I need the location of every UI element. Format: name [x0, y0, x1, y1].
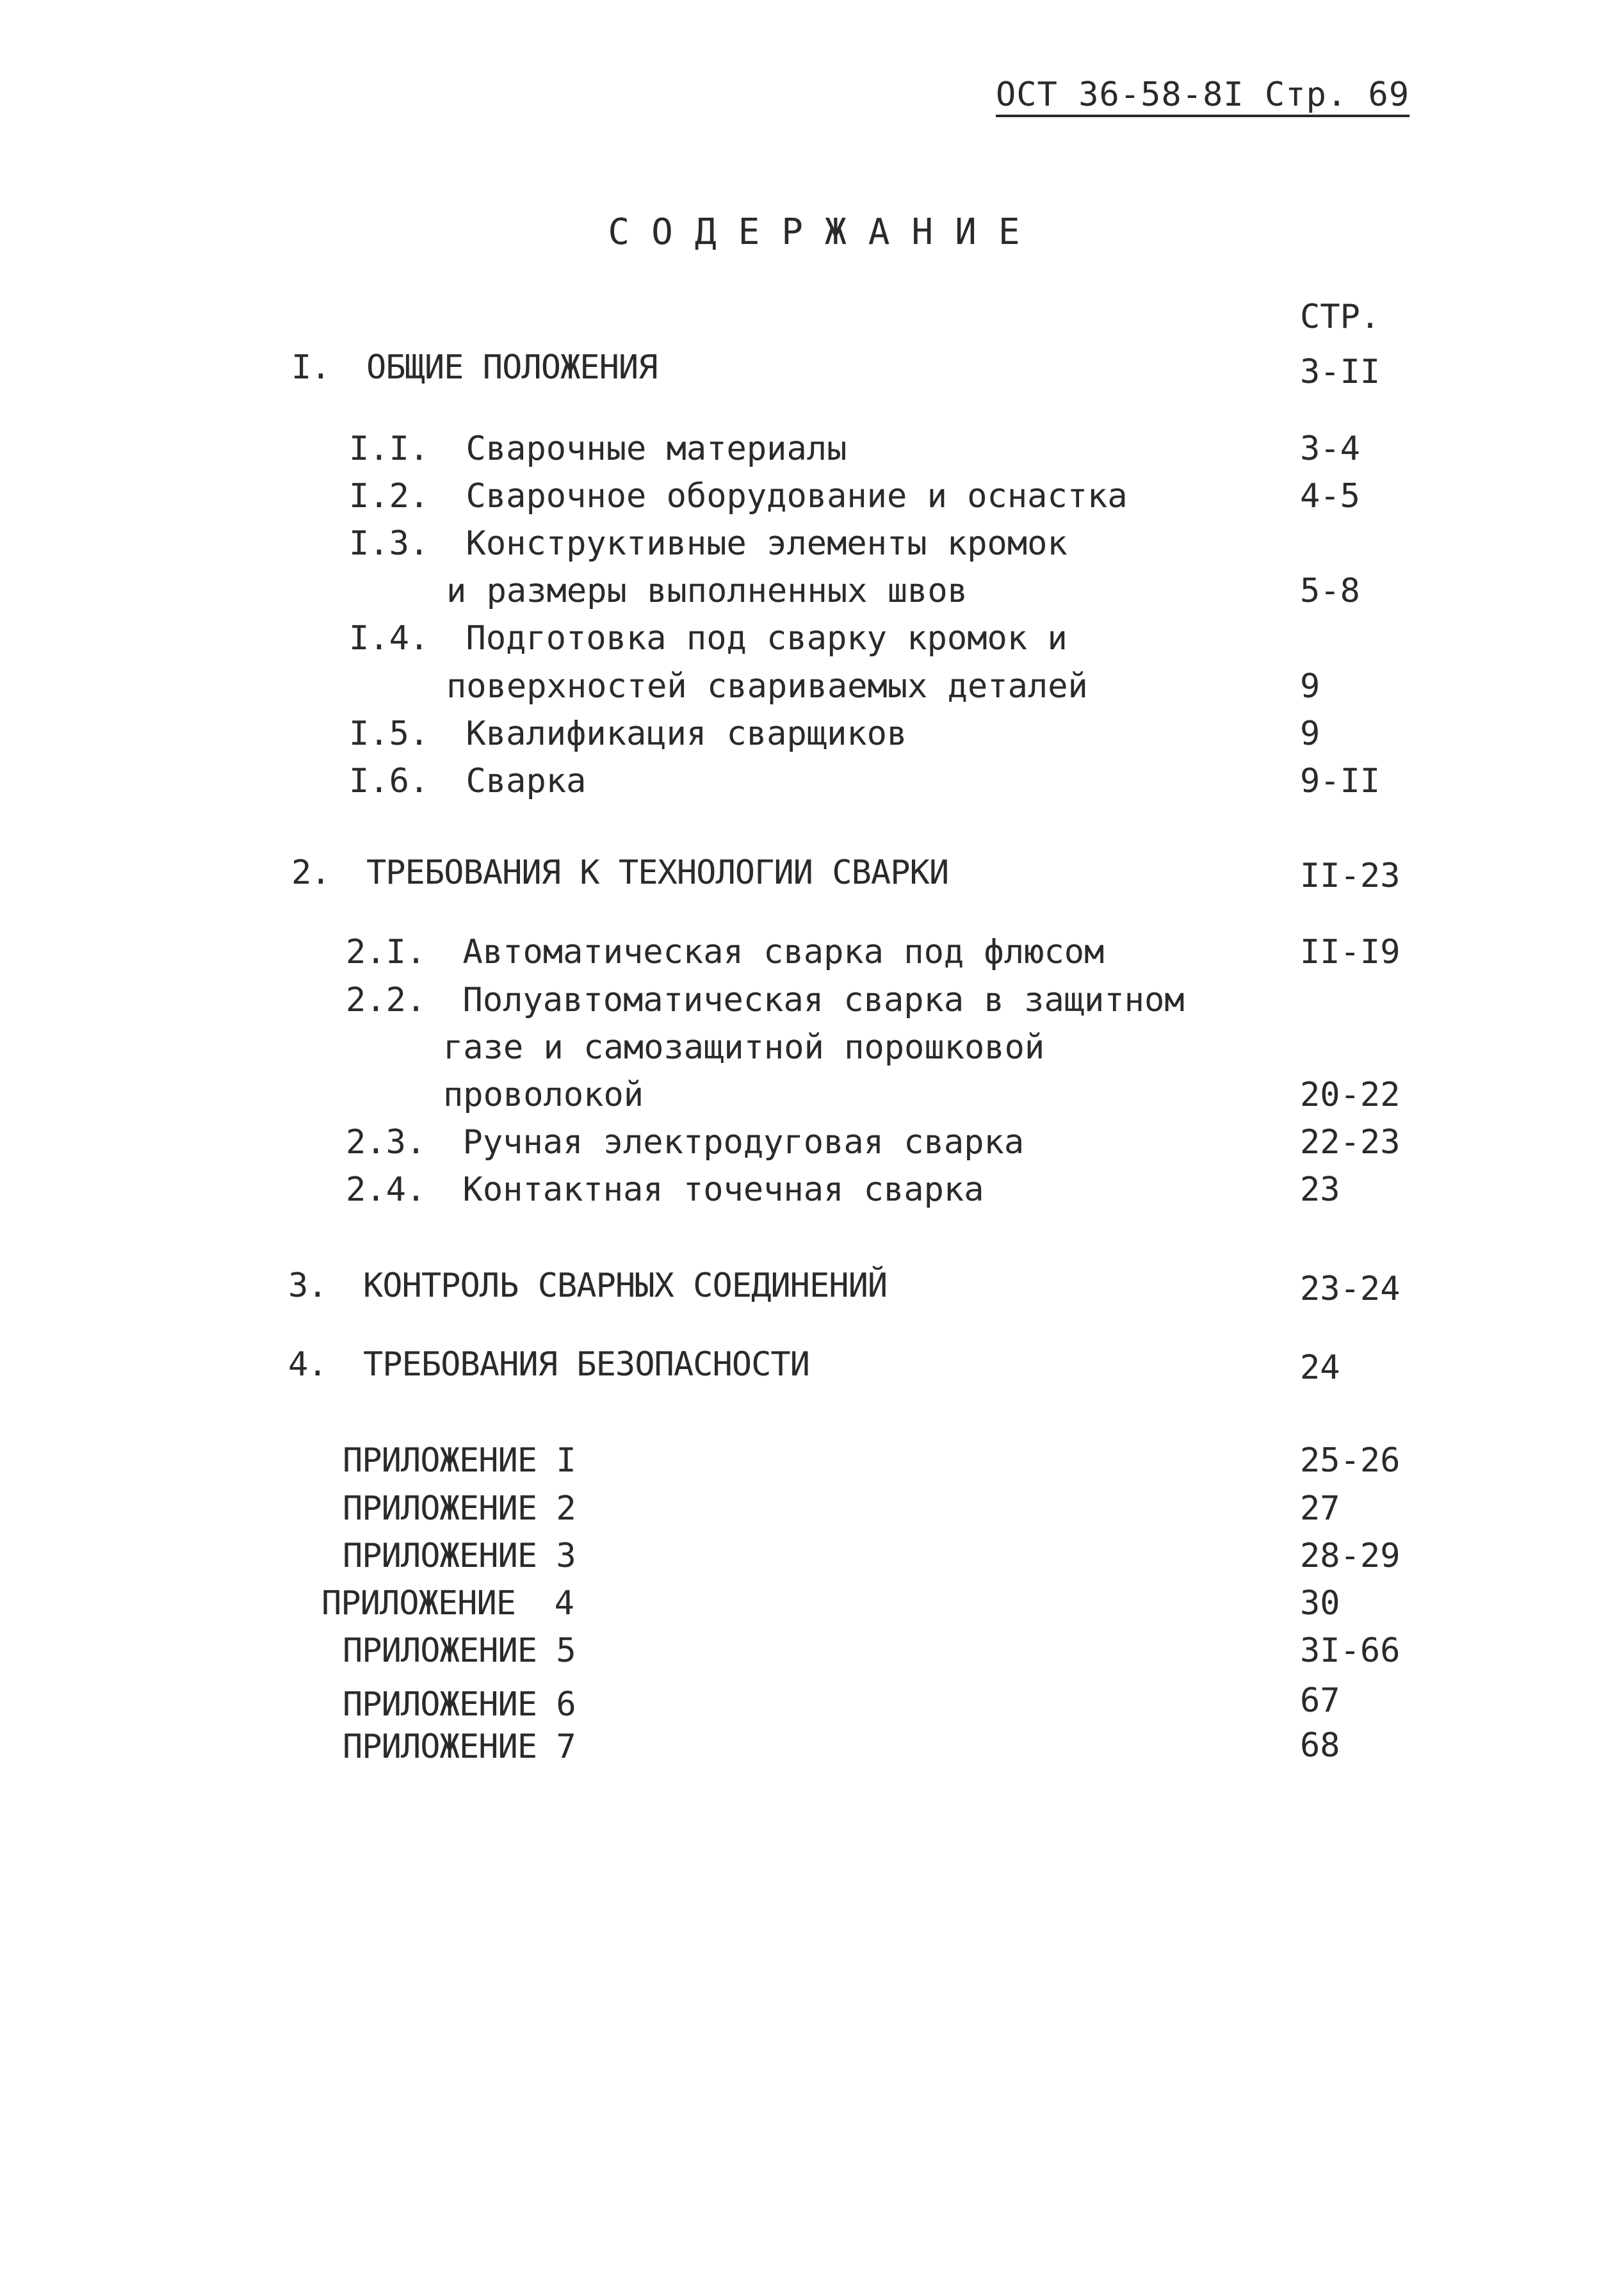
toc-entry-1-4 — [349, 619, 1068, 658]
toc-entry-number: I.I. — [349, 430, 430, 468]
toc-page-number: 22-23 — [1300, 1123, 1401, 1162]
toc-entry-1-1 — [349, 432, 847, 466]
toc-entry-title: Полуавтоматическая сварка в защитном — [462, 981, 1185, 1019]
toc-entry-title: Сварочное оборудование и оснастка — [466, 477, 1128, 515]
toc-section-number: 4. — [288, 1345, 327, 1384]
toc-section-title: ТРЕБОВАНИЯ К ТЕХНОЛОГИИ СВАРКИ — [366, 854, 949, 892]
toc-entry-title: Контактная точечная сварка — [462, 1171, 984, 1209]
toc-page-number: 3-4 — [1300, 430, 1360, 468]
toc-section-number: 2. — [291, 854, 330, 892]
appendix-label: ПРИЛОЖЕНИЕ 7 — [343, 1728, 576, 1766]
toc-section-2 — [291, 854, 949, 892]
toc-section-1 — [291, 348, 658, 387]
toc-page-number: 9-II — [1300, 762, 1381, 800]
toc-entry-1-4-continued: поверхностей свариваемых деталей — [446, 667, 1088, 706]
toc-section-number: 3. — [288, 1267, 327, 1305]
toc-section-number: I. — [291, 348, 330, 387]
toc-section-4 — [288, 1345, 809, 1384]
toc-entry-1-5 — [349, 715, 907, 753]
toc-page-number: 20-22 — [1300, 1076, 1401, 1114]
toc-entry-number: 2.3. — [346, 1123, 426, 1162]
toc-entry-number: 2.4. — [346, 1171, 426, 1209]
toc-entry-number: I.5. — [349, 715, 430, 753]
toc-entry-2-4 — [346, 1171, 984, 1209]
appendix-label: ПРИЛОЖЕНИЕ 3 — [343, 1537, 576, 1575]
appendix-pages: 27 — [1300, 1489, 1340, 1528]
appendix-label: ПРИЛОЖЕНИЕ I — [343, 1441, 576, 1480]
toc-entry-title: Автоматическая сварка под флюсом — [462, 933, 1105, 971]
toc-page-number: 24 — [1300, 1349, 1340, 1387]
toc-entry-title: Сварочные материалы — [466, 430, 847, 468]
toc-entry-number: I.4. — [349, 619, 430, 658]
toc-entry-2-2 — [346, 981, 1185, 1019]
toc-section-3 — [288, 1267, 888, 1305]
toc-page-number: II-I9 — [1300, 933, 1401, 971]
toc-entry-1-2 — [349, 477, 1128, 515]
toc-entry-title: Подготовка под сварку кромок и — [466, 619, 1068, 658]
toc-page-number: 23 — [1300, 1171, 1340, 1209]
appendix-pages: 68 — [1300, 1726, 1340, 1765]
appendix-pages: 30 — [1300, 1584, 1340, 1623]
toc-entry-1-6 — [349, 762, 587, 800]
appendix-pages: 3I-66 — [1300, 1632, 1401, 1670]
toc-page-number: 4-5 — [1300, 477, 1360, 515]
appendix-pages: 28-29 — [1300, 1537, 1401, 1575]
page-column-label: СТР. — [1300, 298, 1381, 336]
toc-entry-2-2-continued: газе и самозащитной порошковой — [443, 1028, 1045, 1067]
appendix-label: ПРИЛОЖЕНИЕ 2 — [343, 1489, 576, 1528]
appendix-pages: 25-26 — [1300, 1441, 1401, 1480]
toc-entry-number: I.3. — [349, 524, 430, 563]
toc-entry-title: Конструктивные элементы кромок — [466, 524, 1068, 563]
toc-entry-number: 2.2. — [346, 981, 426, 1019]
toc-entry-2-1 — [346, 933, 1105, 971]
toc-entry-title: Сварка — [466, 762, 587, 800]
appendix-pages: 67 — [1300, 1682, 1340, 1720]
document-code: ОСТ 36-58-8I Стр. 69 — [996, 76, 1410, 114]
toc-page-number: 3-II — [1300, 353, 1381, 391]
toc-entry-1-3-continued: и размеры выполненных швов — [446, 572, 968, 610]
appendix-label: ПРИЛОЖЕНИЕ 5 — [343, 1632, 576, 1670]
toc-page-number: 23-24 — [1300, 1270, 1401, 1308]
toc-entry-2-3 — [346, 1123, 1025, 1162]
toc-entry-2-2-continued: проволокой — [443, 1076, 644, 1114]
toc-page-number: 9 — [1300, 667, 1320, 706]
toc-page-number: II-23 — [1300, 857, 1401, 895]
appendix-label: ПРИЛОЖЕНИЕ 6 — [343, 1685, 576, 1724]
toc-entry-1-3 — [349, 524, 1068, 563]
toc-entry-number: 2.I. — [346, 933, 426, 971]
appendix-label: ПРИЛОЖЕНИЕ 4 — [321, 1584, 574, 1623]
toc-section-title: ТРЕБОВАНИЯ БЕЗОПАСНОСТИ — [362, 1345, 809, 1384]
toc-entry-title: Квалификация сварщиков — [466, 715, 907, 753]
toc-entry-title: Ручная электродуговая сварка — [462, 1123, 1025, 1162]
toc-entry-number: I.6. — [349, 762, 430, 800]
toc-entry-number: I.2. — [349, 477, 430, 515]
toc-section-title: КОНТРОЛЬ СВАРНЫХ СОЕДИНЕНИЙ — [362, 1267, 888, 1305]
toc-section-title: ОБЩИЕ ПОЛОЖЕНИЯ — [366, 348, 658, 387]
page-title: СОДЕРЖАНИЕ — [608, 211, 1042, 253]
toc-page-number: 9 — [1300, 715, 1320, 753]
toc-page-number: 5-8 — [1300, 572, 1360, 610]
